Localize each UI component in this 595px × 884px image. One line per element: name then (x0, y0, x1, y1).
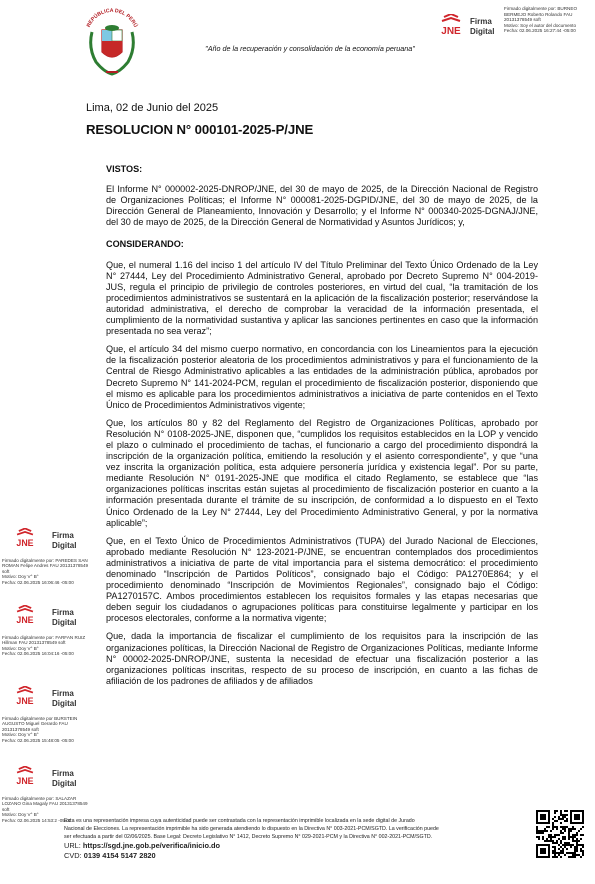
signature-details: Firmado digitalmente por: PAREDES SAN ROMAN Felipe Andres FAU 20131378549 soft Motivo: Doy V° B° Fecha: 02.06.2025 16:06:46 -05:00 (2, 558, 89, 585)
jne-logo (10, 528, 40, 550)
svg-text:JNE: JNE (16, 696, 34, 707)
signature-details: Firmado digitalmente por: SALAZAR LOZANO Gina Magaly FAU 20131378549 soft Motivo: Doy V° B° Fecha: 02.06.2025 14:53:2 -05:00 (2, 796, 88, 823)
svg-text:JNE: JNE (16, 538, 34, 549)
qr-code (536, 810, 584, 858)
verification-link[interactable]: https://sgd.jne.gob.pe/verifica/inicio.do (82, 841, 221, 851)
document-body (106, 164, 538, 694)
top-signature-details: Firmado digitalmente por: BURNEO BERMEJO Roberto Rolando FAU 20131378549 soft Motivo: Soy el autor del documento Fecha: 02.06.2025 16:27:44 -05:00 (504, 6, 578, 34)
paragraph: Que, el numeral 1.16 del inciso 1 del artículo IV del Título Preliminar del Texto Único Ordenado de la Ley N° 27444, Ley del Procedimiento Administrativo General, aprobado por Decreto Supremo N° 004-2019-JUS, regula el principio de privilegio de controles posteriores, en virtud del cual, “la tramitación de los procedimientos administrativos se sustentará en la aplicación de la fiscalización posterior; reservándose la autoridad administrativa, el derecho de comprobar la veracidad de la información presentada, el cumplimiento de la normatividad sustantiva y aplicar las sanciones pertinentes en caso que la información presentada no sea veraz”; (106, 259, 538, 337)
considerando-heading: CONSIDERANDO: (106, 239, 184, 250)
paragraph: Que, los artículos 80 y 82 del Reglamento del Registro de Organizaciones Políticas, aprobado por Resolución N° 0108-2025-JNE, disponen que, “cumplidos los requisitos establecidos en la LOP y vencido el plazo o culminado el procedimiento de tachas, el funcionario a cargo del procedimiento dispondrá la inscripción de la organización política, emitiendo la resolución y el asiento correspondiente”, y que “una vez inscrita la organización política, esta adquiere personería jurídica y existencia legal”. Por su parte, mediante Resolución N° 0191-2025-JNE que modifica el citado Reglamento, se establece que “las organizaciones políticas inscritas están sujetas al procedimiento de fiscalización posterior en cuanto a la información presentada durante el trámite de su inscripción, de conformidad a lo dispuesto en el Texto Único Ordenado de la Ley N° 27444, Ley del Procedimiento Administrativo General, y por la normativa aplicable”; (106, 417, 538, 528)
vistos-paragraph: El Informe N° 000002-2025-DNROP/JNE, del 30 de mayo de 2025, de la Dirección Nacional de Registro de Organizaciones Políticas; el Informe N° 000081-2025-DGPID/JNE, del 30 de mayo de 2025, de la Dirección General de Planeamiento, Innovación y Desarrollo; y el Informe N° 000340-2025-DGNAJ/JNE, del 30 de mayo de 2025, de la Dirección General de Normatividad y Asuntos Jurídicos; y, (106, 184, 538, 228)
document-date: Lima, 02 de Junio del 2025 (86, 102, 219, 114)
paragraph: Que, dada la importancia de fiscalizar el cumplimiento de los requisitos para la inscripción de las organizaciones políticas, la Dirección Nacional de Registro de Organizaciones Políticas, mediante Informe N° 00002-2025-DNROP/JNE, sustenta la necesidad de efectuar una fiscalización posterior a las organizaciones políticas inscritas, respecto de su proceso de inscripción, en cuanto a las fichas de afiliación de los padrones de afiliados y de afiliados (106, 631, 538, 686)
signature-details: Firmado digitalmente por BURSTEIN AUGUSTO Miguel Gerardo FAU 20131378549 soft Motivo: Doy V° B° Fecha: 02.06.2025 15:48:05 -05:00 (2, 716, 78, 743)
jne-logo (10, 766, 40, 788)
paragraph: Que, en el Texto Único de Procedimientos Administrativos (TUPA) del Jurado Nacional de Elecciones, aprobado mediante Resolución N° 123-2021-P/JNE, se encuentran contemplados dos procedimientos administrativos a iniciativa de parte de vital importancia para el sistema democrático: el procedimiento denominado “Inscripción de Partidos Políticos”, consignado bajo el Código: PA1270E864; y el procedimiento denominado “Inscripción de Movimientos Regionales”, consignado bajo el Código: PA1270157C. Ambos procedimientos establecen los requisitos formales y las etapas necesarias que deben seguir los ciudadanos o agrupaciones políticas para constituirse legalmente y participar en los procesos electorales, conforme a la normativa vigente; (106, 535, 538, 624)
peru-crest-logo (82, 8, 142, 80)
jne-logo (10, 605, 40, 627)
svg-text:JNE: JNE (16, 776, 34, 787)
svg-text:JNE: JNE (16, 615, 34, 626)
verification-footer: Esta es una representación impresa cuya autenticidad puede ser contrastada con la representación imprimible localizada en la sede digital de Jurado Nacional de Elecciones. La representación imprimible ha sido generada atendiendo lo dispuesto en la Directiva N° 003-2021-PCM/SGTD. La verificación puede ser efectuada a partir del 02/06/2025. Base Legal: Decreto Legislativo N° 1412, Decreto Supremo N° 029-2021-PCM y la Directiva N° 002-2021-PCM/SGTD. URL: https://sgd.jne.gob.pe/verifica/inicio.do CVD: 0139 4154 5147 2820 (64, 818, 439, 861)
paragraph: Que, el artículo 34 del mismo cuerpo normativo, en concordancia con los Lineamientos para la ejecución de la fiscalización posterior aleatoria de los procedimientos administrativos y para el funcionamiento de la Central de Riesgo Administrativo aplicables a las entidades de la administración pública, aprobados por Decreto Supremo N° 141-2024-PCM, regulan el procedimiento de fiscalización posterior, disponiendo que el mismo es aplicable para los procedimientos administrativos a iniciativa de parte contenidos en el Texto Único de Procedimientos Administrativos vigente; (106, 344, 538, 410)
year-motto: "Año de la recuperación y consolidación de la economía peruana" (205, 44, 415, 53)
firma-digital-label: Firma Digital (470, 17, 495, 36)
jne-logo (10, 686, 40, 708)
jne-logo (434, 14, 468, 38)
vistos-heading: VISTOS: (106, 164, 143, 174)
signature-details: Firmado digitalmente por: FARFAN RUIZ Hillman FAU 20131378549 soft Motivo: Doy V° B° Fecha: 02.06.2025 16:04:16 -05:00 (2, 635, 86, 657)
svg-text:JNE: JNE (441, 26, 461, 37)
crest-label: REPÚBLICA DEL PERÚ (85, 8, 139, 29)
cvd-code: 0139 4154 5147 2820 (83, 851, 156, 861)
resolution-title: RESOLUCION N° 000101-2025-P/JNE (86, 122, 314, 137)
